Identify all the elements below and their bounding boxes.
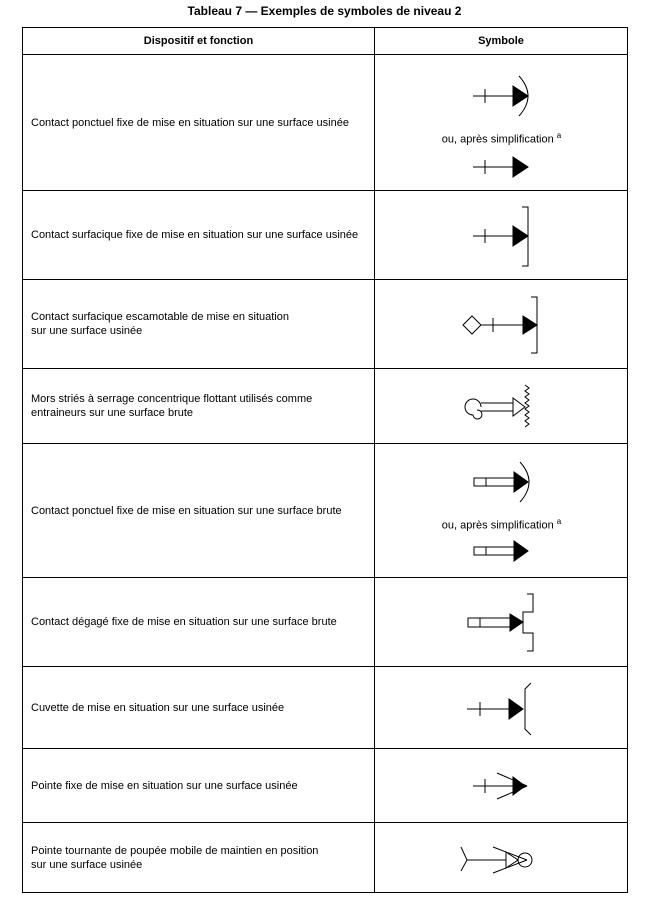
cup-locator-icon — [375, 667, 628, 749]
row-symbol — [375, 578, 628, 667]
row-description: Contact surfacique fixe de mise en situation sur une surface usinée — [23, 191, 375, 280]
row-symbol — [375, 280, 628, 369]
row-description: Contact ponctuel fixe de mise en situation sur une surface usinée — [23, 55, 375, 191]
table-title: Tableau 7 — Exemples de symboles de niveau 2 — [187, 4, 462, 18]
table-row — [23, 749, 628, 823]
header-device: Dispositif et fonction — [23, 28, 375, 55]
row-symbol — [375, 55, 628, 191]
row-description: Pointe fixe de mise en situation sur une surface usinée — [23, 749, 375, 823]
serrated-jaws-icon — [375, 369, 628, 444]
header-symbol: Symbole — [375, 28, 628, 55]
table-row — [23, 578, 628, 667]
retractable-surface-contact-icon — [375, 280, 628, 369]
table-header-row — [23, 28, 628, 55]
row-description: Contact surfacique escamotable de mise en situation sur une surface usinée — [23, 280, 375, 369]
row-symbol — [375, 667, 628, 749]
relieved-contact-rough-icon — [375, 578, 628, 667]
fixed-center-point-icon — [375, 749, 628, 823]
table-row — [23, 823, 628, 893]
simplification-note: ou, après simplification $^a$ — [441, 517, 562, 532]
surface-contact-machined-icon — [375, 191, 628, 280]
row-symbol — [375, 369, 628, 444]
simplification-note: ou, après simplification $^a$ — [441, 131, 562, 146]
table-row — [23, 191, 628, 280]
row-description: Pointe tournante de poupée mobile de maintien en position sur une surface usinée — [23, 823, 375, 893]
point-contact-machined-icon — [375, 55, 628, 191]
row-symbol — [375, 191, 628, 280]
row-symbol — [375, 823, 628, 893]
rotating-center-point-icon — [375, 823, 628, 893]
table-row — [23, 667, 628, 749]
table-row — [23, 369, 628, 444]
table-row — [23, 280, 628, 369]
row-description: Mors striés à serrage concentrique flottant utilisés comme entraineurs sur une surface brute — [23, 369, 375, 444]
row-description: Contact dégagé fixe de mise en situation sur une surface brute — [23, 578, 375, 667]
row-description: Contact ponctuel fixe de mise en situation sur une surface brute — [23, 444, 375, 578]
table-row — [23, 55, 628, 191]
table-row — [23, 444, 628, 578]
row-symbol — [375, 444, 628, 578]
row-symbol — [375, 749, 628, 823]
symbols-table — [22, 27, 628, 893]
point-contact-rough-icon — [375, 444, 628, 578]
row-description: Cuvette de mise en situation sur une surface usinée — [23, 667, 375, 749]
